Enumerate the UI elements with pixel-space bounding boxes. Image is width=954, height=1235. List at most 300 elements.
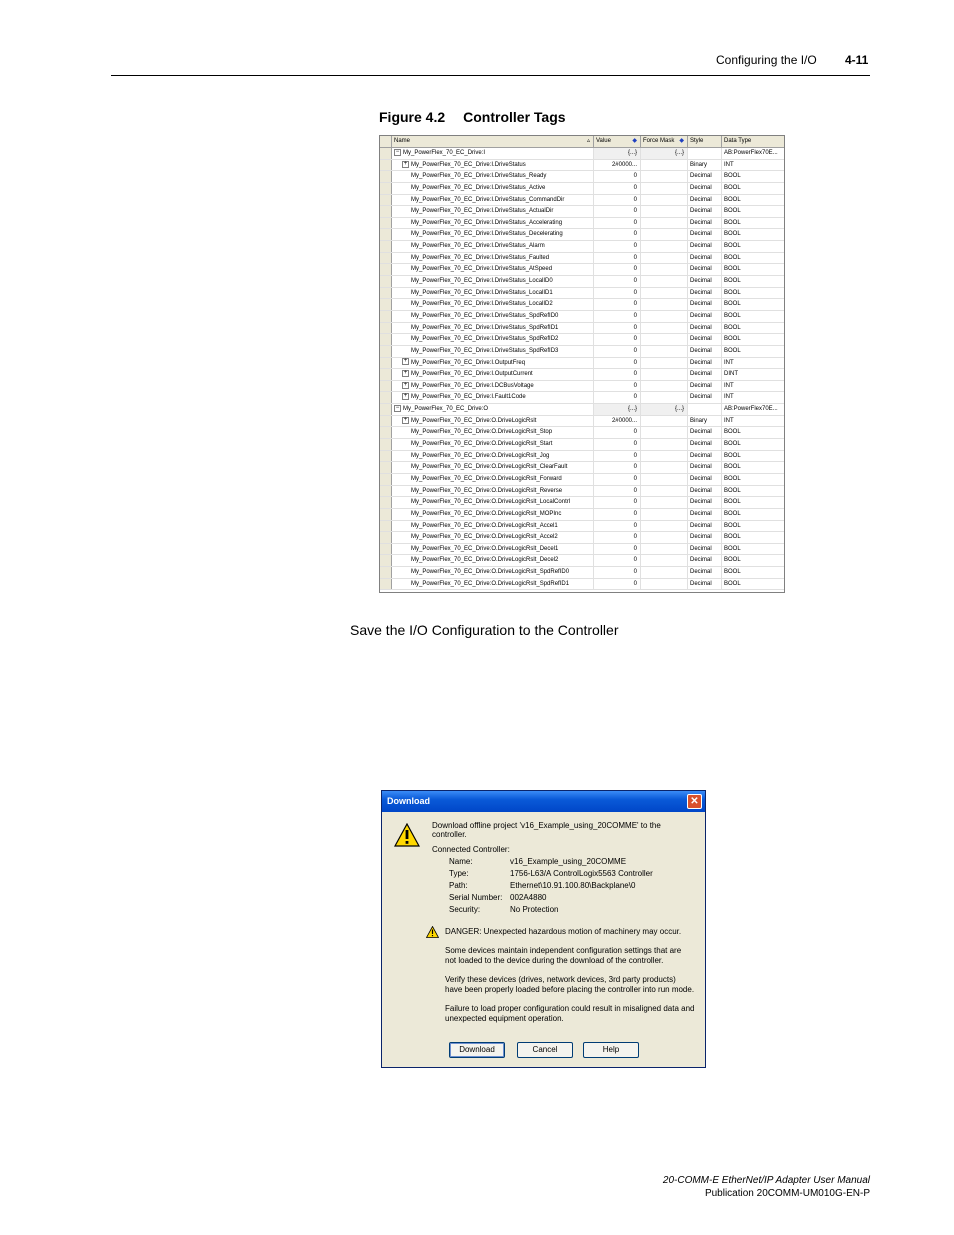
tag-value-cell[interactable]: 0: [594, 486, 641, 497]
tag-name-cell[interactable]: [392, 509, 594, 520]
dialog-intro-line1: Download offline project 'v16_Example_using_20COMME' to the: [432, 821, 661, 830]
row-header[interactable]: [380, 521, 392, 532]
tag-value-cell[interactable]: 0: [594, 392, 641, 403]
expand-icon[interactable]: +: [403, 160, 408, 167]
table-row[interactable]: [380, 416, 784, 428]
data-type-cell[interactable]: BOOL: [724, 347, 741, 354]
data-type-cell[interactable]: BOOL: [724, 173, 741, 180]
field-label-security: Security:: [449, 905, 481, 914]
row-header[interactable]: [380, 555, 392, 566]
style-cell[interactable]: [688, 148, 722, 159]
tag-name-cell[interactable]: [392, 497, 594, 508]
tag-value-cell[interactable]: 0: [594, 311, 641, 322]
data-type-cell[interactable]: BOOL: [724, 278, 741, 285]
tag-name-cell[interactable]: [392, 439, 594, 450]
table-row[interactable]: [380, 555, 784, 567]
tag-value-cell[interactable]: 0: [594, 195, 641, 206]
tag-name-cell[interactable]: [392, 392, 594, 403]
tag-name-cell[interactable]: [392, 486, 594, 497]
data-type-cell[interactable]: INT: [724, 394, 734, 401]
tag-name-text: My_PowerFlex_70_EC_Drive:O.DriveLogicRslt: [411, 417, 537, 424]
field-label-serial: Serial Number:: [449, 893, 503, 902]
tag-name-cell[interactable]: [392, 474, 594, 485]
style-cell[interactable]: Decimal: [688, 486, 722, 497]
row-header[interactable]: [380, 509, 392, 520]
table-row[interactable]: [380, 439, 784, 451]
column-filter-icon[interactable]: ◆: [632, 138, 637, 144]
force-mask-cell[interactable]: [641, 567, 688, 578]
style-cell[interactable]: Decimal: [688, 381, 722, 392]
tag-name-text: My_PowerFlex_70_EC_Drive:I.OutputCurrent: [411, 371, 533, 378]
data-type-cell[interactable]: BOOL: [724, 243, 741, 250]
tag-name-cell[interactable]: [392, 381, 594, 392]
style-cell[interactable]: Decimal: [688, 229, 722, 240]
tag-name-cell[interactable]: [392, 218, 594, 229]
data-type-cell[interactable]: INT: [724, 359, 734, 366]
tag-value-cell[interactable]: 0: [594, 276, 641, 287]
force-mask-cell[interactable]: [641, 241, 688, 252]
tag-name-text: My_PowerFlex_70_EC_Drive:I.DriveStatus_Decelerating: [411, 231, 563, 238]
data-type-cell[interactable]: BOOL: [724, 231, 741, 238]
tag-value-cell[interactable]: 0: [594, 241, 641, 252]
table-row[interactable]: [380, 358, 784, 370]
tag-value-cell[interactable]: 0: [594, 264, 641, 275]
data-type-cell[interactable]: BOOL: [724, 441, 741, 448]
row-header[interactable]: [380, 160, 392, 171]
table-row[interactable]: [380, 323, 784, 335]
data-type-cell[interactable]: BOOL: [724, 452, 741, 459]
collapse-icon[interactable]: −: [395, 405, 400, 412]
data-type-cell[interactable]: BOOL: [724, 534, 741, 541]
tag-name-cell[interactable]: [392, 532, 594, 543]
row-header[interactable]: [380, 474, 392, 485]
force-mask-cell[interactable]: [641, 555, 688, 566]
tag-value-cell[interactable]: 0: [594, 346, 641, 357]
data-type-cell[interactable]: INT: [724, 161, 734, 168]
force-mask-cell[interactable]: [641, 439, 688, 450]
row-header[interactable]: [380, 358, 392, 369]
data-type-cell[interactable]: BOOL: [724, 219, 741, 226]
data-type-cell[interactable]: BOOL: [724, 475, 741, 482]
row-header[interactable]: [380, 462, 392, 473]
tag-value-cell[interactable]: 0: [594, 544, 641, 555]
row-header[interactable]: [380, 451, 392, 462]
expand-icon[interactable]: +: [403, 370, 408, 377]
force-mask-cell[interactable]: [641, 486, 688, 497]
table-row[interactable]: [380, 311, 784, 323]
force-mask-cell[interactable]: {...}: [641, 148, 688, 159]
table-row[interactable]: [380, 346, 784, 358]
field-label-path: Path:: [449, 881, 468, 890]
table-row[interactable]: [380, 253, 784, 265]
style-cell[interactable]: Decimal: [688, 276, 722, 287]
column-header-data-type[interactable]: Data Type: [724, 138, 752, 144]
row-header[interactable]: [380, 288, 392, 299]
force-mask-cell[interactable]: [641, 323, 688, 334]
force-mask-cell[interactable]: [641, 299, 688, 310]
tag-value-cell[interactable]: 0: [594, 521, 641, 532]
row-header[interactable]: [380, 218, 392, 229]
row-header[interactable]: [380, 195, 392, 206]
row-header[interactable]: [380, 241, 392, 252]
force-mask-cell[interactable]: [641, 264, 688, 275]
data-type-cell[interactable]: AB:PowerFlex70E...: [724, 406, 778, 413]
style-cell[interactable]: Decimal: [688, 334, 722, 345]
tag-name-cell[interactable]: [392, 299, 594, 310]
tag-name-cell[interactable]: [392, 241, 594, 252]
tag-name-cell[interactable]: [392, 171, 594, 182]
tag-name-cell[interactable]: [392, 253, 594, 264]
row-header[interactable]: [380, 311, 392, 322]
style-cell[interactable]: Decimal: [688, 346, 722, 357]
data-type-cell[interactable]: INT: [724, 382, 734, 389]
force-mask-cell[interactable]: [641, 532, 688, 543]
row-header[interactable]: [380, 264, 392, 275]
table-row[interactable]: [380, 276, 784, 288]
tag-name-cell[interactable]: [392, 323, 594, 334]
style-cell[interactable]: Decimal: [688, 171, 722, 182]
data-type-cell[interactable]: BOOL: [724, 557, 741, 564]
force-mask-cell[interactable]: {...}: [641, 404, 688, 415]
data-type-cell[interactable]: BOOL: [724, 464, 741, 471]
force-mask-cell[interactable]: [641, 358, 688, 369]
tag-value-cell[interactable]: 0: [594, 474, 641, 485]
style-cell[interactable]: Binary: [688, 416, 722, 427]
tag-value-cell[interactable]: {...}: [594, 404, 641, 415]
style-cell[interactable]: [688, 404, 722, 415]
tag-name-cell[interactable]: [392, 148, 594, 159]
tag-value-cell[interactable]: 0: [594, 358, 641, 369]
field-value-path: Ethernet\10.91.100.80\Backplane\0: [510, 881, 636, 890]
data-type-cell[interactable]: BOOL: [724, 208, 741, 215]
tag-name-text: My_PowerFlex_70_EC_Drive:O.DriveLogicRslt_SpdRefID1: [411, 580, 570, 587]
tag-value-cell[interactable]: 0: [594, 323, 641, 334]
style-cell[interactable]: Decimal: [688, 288, 722, 299]
table-row[interactable]: [380, 369, 784, 381]
force-mask-cell[interactable]: [641, 392, 688, 403]
tag-value-cell[interactable]: 0: [594, 532, 641, 543]
force-mask-cell[interactable]: [641, 183, 688, 194]
force-mask-cell[interactable]: [641, 311, 688, 322]
tag-value-cell[interactable]: 0: [594, 183, 641, 194]
data-type-cell[interactable]: BOOL: [724, 266, 741, 273]
tag-name-cell[interactable]: [392, 544, 594, 555]
force-mask-cell[interactable]: [641, 288, 688, 299]
tag-value-cell[interactable]: 0: [594, 299, 641, 310]
table-row[interactable]: [380, 567, 784, 579]
tag-name-cell[interactable]: [392, 567, 594, 578]
tag-name-text: My_PowerFlex_70_EC_Drive:O.DriveLogicRslt_Accel1: [411, 522, 558, 529]
style-cell[interactable]: Decimal: [688, 509, 722, 520]
tag-value-cell[interactable]: 0: [594, 567, 641, 578]
force-mask-cell[interactable]: [641, 229, 688, 240]
force-mask-cell[interactable]: [641, 462, 688, 473]
tag-name-cell[interactable]: [392, 579, 594, 590]
data-type-cell[interactable]: BOOL: [724, 580, 741, 587]
style-cell[interactable]: Decimal: [688, 264, 722, 275]
force-mask-cell[interactable]: [641, 381, 688, 392]
table-row[interactable]: [380, 229, 784, 241]
tag-value-cell[interactable]: 2#0000...: [594, 416, 641, 427]
style-cell[interactable]: Decimal: [688, 206, 722, 217]
style-cell[interactable]: Binary: [688, 160, 722, 171]
data-type-cell[interactable]: DINT: [724, 371, 738, 378]
force-mask-cell[interactable]: [641, 160, 688, 171]
style-cell[interactable]: Decimal: [688, 358, 722, 369]
force-mask-cell[interactable]: [641, 171, 688, 182]
row-header[interactable]: [380, 416, 392, 427]
tag-value-cell[interactable]: 0: [594, 427, 641, 438]
table-row[interactable]: [380, 404, 784, 416]
tag-name-cell[interactable]: [392, 334, 594, 345]
row-header[interactable]: [380, 369, 392, 380]
tag-name-cell[interactable]: [392, 555, 594, 566]
table-row[interactable]: [380, 218, 784, 230]
table-row[interactable]: [380, 183, 784, 195]
tag-name-cell[interactable]: [392, 276, 594, 287]
tag-value-cell[interactable]: 2#0000...: [594, 160, 641, 171]
style-cell[interactable]: Decimal: [688, 427, 722, 438]
row-header[interactable]: [380, 276, 392, 287]
data-type-cell[interactable]: BOOL: [724, 184, 741, 191]
tag-name-cell[interactable]: [392, 416, 594, 427]
force-mask-cell[interactable]: [641, 253, 688, 264]
data-type-cell[interactable]: BOOL: [724, 254, 741, 261]
row-header[interactable]: [380, 148, 392, 159]
force-mask-cell[interactable]: [641, 276, 688, 287]
row-header[interactable]: [380, 346, 392, 357]
tag-name-cell[interactable]: [392, 358, 594, 369]
row-header[interactable]: [380, 579, 392, 590]
tag-name-cell[interactable]: [392, 229, 594, 240]
force-mask-cell[interactable]: [641, 579, 688, 590]
tag-name-cell[interactable]: [392, 404, 594, 415]
style-cell[interactable]: Decimal: [688, 532, 722, 543]
table-row[interactable]: [380, 509, 784, 521]
style-cell[interactable]: Decimal: [688, 555, 722, 566]
row-header[interactable]: [380, 567, 392, 578]
table-row[interactable]: [380, 334, 784, 346]
close-icon[interactable]: ✕: [687, 794, 702, 809]
para1-line1: Some devices maintain independent configuration settings that are: [445, 946, 682, 955]
force-mask-cell[interactable]: [641, 195, 688, 206]
tag-name-cell[interactable]: [392, 288, 594, 299]
data-type-cell[interactable]: INT: [724, 417, 734, 424]
style-cell[interactable]: Decimal: [688, 521, 722, 532]
table-row[interactable]: [380, 486, 784, 498]
column-header-force-mask[interactable]: Force Mask ◆: [641, 136, 688, 147]
style-cell[interactable]: Decimal: [688, 544, 722, 555]
table-row[interactable]: [380, 521, 784, 533]
para1-line2: not loaded to the device during the download of the controller.: [445, 956, 664, 965]
expand-icon[interactable]: +: [403, 416, 408, 423]
style-cell[interactable]: Decimal: [688, 497, 722, 508]
style-cell[interactable]: Decimal: [688, 392, 722, 403]
column-filter-icon[interactable]: ◆: [679, 138, 684, 144]
column-header-value[interactable]: Value ◆: [594, 136, 641, 147]
style-cell[interactable]: Decimal: [688, 451, 722, 462]
tag-value-cell[interactable]: 0: [594, 206, 641, 217]
style-cell[interactable]: Decimal: [688, 311, 722, 322]
expand-icon[interactable]: +: [403, 358, 408, 365]
style-cell[interactable]: Decimal: [688, 241, 722, 252]
data-type-cell[interactable]: BOOL: [724, 569, 741, 576]
table-row[interactable]: [380, 241, 784, 253]
force-mask-cell[interactable]: [641, 544, 688, 555]
row-header[interactable]: [380, 392, 392, 403]
force-mask-cell[interactable]: [641, 497, 688, 508]
style-cell[interactable]: Decimal: [688, 439, 722, 450]
controller-tags-grid[interactable]: [379, 135, 785, 593]
row-header[interactable]: [380, 486, 392, 497]
table-row[interactable]: [380, 264, 784, 276]
row-header[interactable]: [380, 497, 392, 508]
table-row[interactable]: [380, 532, 784, 544]
force-mask-cell[interactable]: [641, 206, 688, 217]
row-header[interactable]: [380, 381, 392, 392]
row-header[interactable]: [380, 253, 392, 264]
table-row[interactable]: [380, 427, 784, 439]
tag-name-cell[interactable]: [392, 264, 594, 275]
style-cell[interactable]: Decimal: [688, 253, 722, 264]
tag-value-cell[interactable]: 0: [594, 381, 641, 392]
row-header[interactable]: [380, 404, 392, 415]
data-type-cell[interactable]: BOOL: [724, 289, 741, 296]
table-row[interactable]: [380, 392, 784, 404]
tag-value-cell[interactable]: 0: [594, 555, 641, 566]
data-type-cell[interactable]: BOOL: [724, 487, 741, 494]
table-row[interactable]: [380, 451, 784, 463]
force-mask-cell[interactable]: [641, 474, 688, 485]
tag-name-cell[interactable]: [392, 195, 594, 206]
row-header[interactable]: [380, 544, 392, 555]
tag-value-cell[interactable]: 0: [594, 451, 641, 462]
tag-value-cell[interactable]: 0: [594, 218, 641, 229]
tag-name-cell[interactable]: [392, 206, 594, 217]
style-cell[interactable]: Decimal: [688, 323, 722, 334]
table-row[interactable]: [380, 299, 784, 311]
tag-value-cell[interactable]: {...}: [594, 148, 641, 159]
style-cell[interactable]: Decimal: [688, 567, 722, 578]
data-type-cell[interactable]: BOOL: [724, 522, 741, 529]
expand-icon[interactable]: +: [403, 393, 408, 400]
style-cell[interactable]: Decimal: [688, 299, 722, 310]
tag-value-cell[interactable]: 0: [594, 171, 641, 182]
tag-value-cell[interactable]: 0: [594, 497, 641, 508]
tag-value-cell[interactable]: 0: [594, 439, 641, 450]
tag-value-cell[interactable]: 0: [594, 253, 641, 264]
data-type-cell[interactable]: BOOL: [724, 312, 741, 319]
data-type-cell[interactable]: BOOL: [724, 336, 741, 343]
table-row[interactable]: [380, 171, 784, 183]
tag-name-cell[interactable]: [392, 369, 594, 380]
table-row[interactable]: [380, 288, 784, 300]
cancel-button[interactable]: Cancel: [517, 1042, 573, 1058]
force-mask-cell[interactable]: [641, 334, 688, 345]
tag-value-cell[interactable]: 0: [594, 288, 641, 299]
data-type-cell[interactable]: BOOL: [724, 324, 741, 331]
data-type-cell[interactable]: BOOL: [724, 301, 741, 308]
force-mask-cell[interactable]: [641, 509, 688, 520]
tag-value-cell[interactable]: 0: [594, 462, 641, 473]
data-type-cell[interactable]: BOOL: [724, 545, 741, 552]
style-cell[interactable]: Decimal: [688, 369, 722, 380]
download-button[interactable]: Download: [449, 1042, 505, 1058]
tag-name-cell[interactable]: [392, 451, 594, 462]
tag-name-text: My_PowerFlex_70_EC_Drive:O.DriveLogicRslt_Start: [411, 441, 553, 448]
row-header[interactable]: [380, 323, 392, 334]
force-mask-cell[interactable]: [641, 427, 688, 438]
force-mask-cell[interactable]: [641, 218, 688, 229]
help-button[interactable]: Help: [583, 1042, 639, 1058]
force-mask-cell[interactable]: [641, 521, 688, 532]
data-type-cell[interactable]: BOOL: [724, 499, 741, 506]
force-mask-cell[interactable]: [641, 346, 688, 357]
tag-name-cell[interactable]: [392, 311, 594, 322]
table-row[interactable]: [380, 195, 784, 207]
tag-value-cell[interactable]: 0: [594, 334, 641, 345]
force-mask-cell[interactable]: [641, 369, 688, 380]
table-row[interactable]: [380, 206, 784, 218]
table-row[interactable]: [380, 148, 784, 160]
tag-name-cell[interactable]: [392, 183, 594, 194]
row-header[interactable]: [380, 183, 392, 194]
row-header[interactable]: [380, 299, 392, 310]
tag-value-cell[interactable]: 0: [594, 369, 641, 380]
data-type-cell[interactable]: BOOL: [724, 510, 741, 517]
force-mask-cell[interactable]: [641, 416, 688, 427]
row-header[interactable]: [380, 532, 392, 543]
table-row[interactable]: [380, 160, 784, 172]
style-cell[interactable]: Decimal: [688, 474, 722, 485]
data-type-cell[interactable]: BOOL: [724, 196, 741, 203]
style-cell[interactable]: Decimal: [688, 462, 722, 473]
tag-value-cell[interactable]: 0: [594, 579, 641, 590]
force-mask-cell[interactable]: [641, 451, 688, 462]
style-cell[interactable]: Decimal: [688, 183, 722, 194]
data-type-cell[interactable]: BOOL: [724, 429, 741, 436]
tag-name-cell[interactable]: [392, 427, 594, 438]
row-header[interactable]: [380, 206, 392, 217]
column-header-style[interactable]: Style: [688, 136, 722, 147]
table-row[interactable]: [380, 579, 784, 591]
tag-value-cell[interactable]: 0: [594, 509, 641, 520]
table-row[interactable]: [380, 462, 784, 474]
table-row[interactable]: [380, 474, 784, 486]
table-row[interactable]: [380, 544, 784, 556]
tag-value-cell[interactable]: 0: [594, 229, 641, 240]
row-header[interactable]: [380, 229, 392, 240]
tag-name-cell[interactable]: [392, 462, 594, 473]
column-header-name[interactable]: Name ▵: [392, 136, 594, 147]
row-header[interactable]: [380, 427, 392, 438]
tag-name-cell[interactable]: [392, 160, 594, 171]
collapse-icon[interactable]: −: [395, 148, 400, 155]
row-header[interactable]: [380, 171, 392, 182]
style-cell[interactable]: Decimal: [688, 218, 722, 229]
dialog-titlebar[interactable]: [382, 791, 705, 812]
expand-icon[interactable]: +: [403, 381, 408, 388]
tag-name-cell[interactable]: [392, 521, 594, 532]
row-header[interactable]: [380, 334, 392, 345]
style-cell[interactable]: Decimal: [688, 195, 722, 206]
table-row[interactable]: [380, 381, 784, 393]
row-header[interactable]: [380, 439, 392, 450]
table-row[interactable]: [380, 497, 784, 509]
data-type-cell[interactable]: AB:PowerFlex70E...: [724, 150, 778, 156]
tag-name-cell[interactable]: [392, 346, 594, 357]
style-cell[interactable]: Decimal: [688, 579, 722, 590]
